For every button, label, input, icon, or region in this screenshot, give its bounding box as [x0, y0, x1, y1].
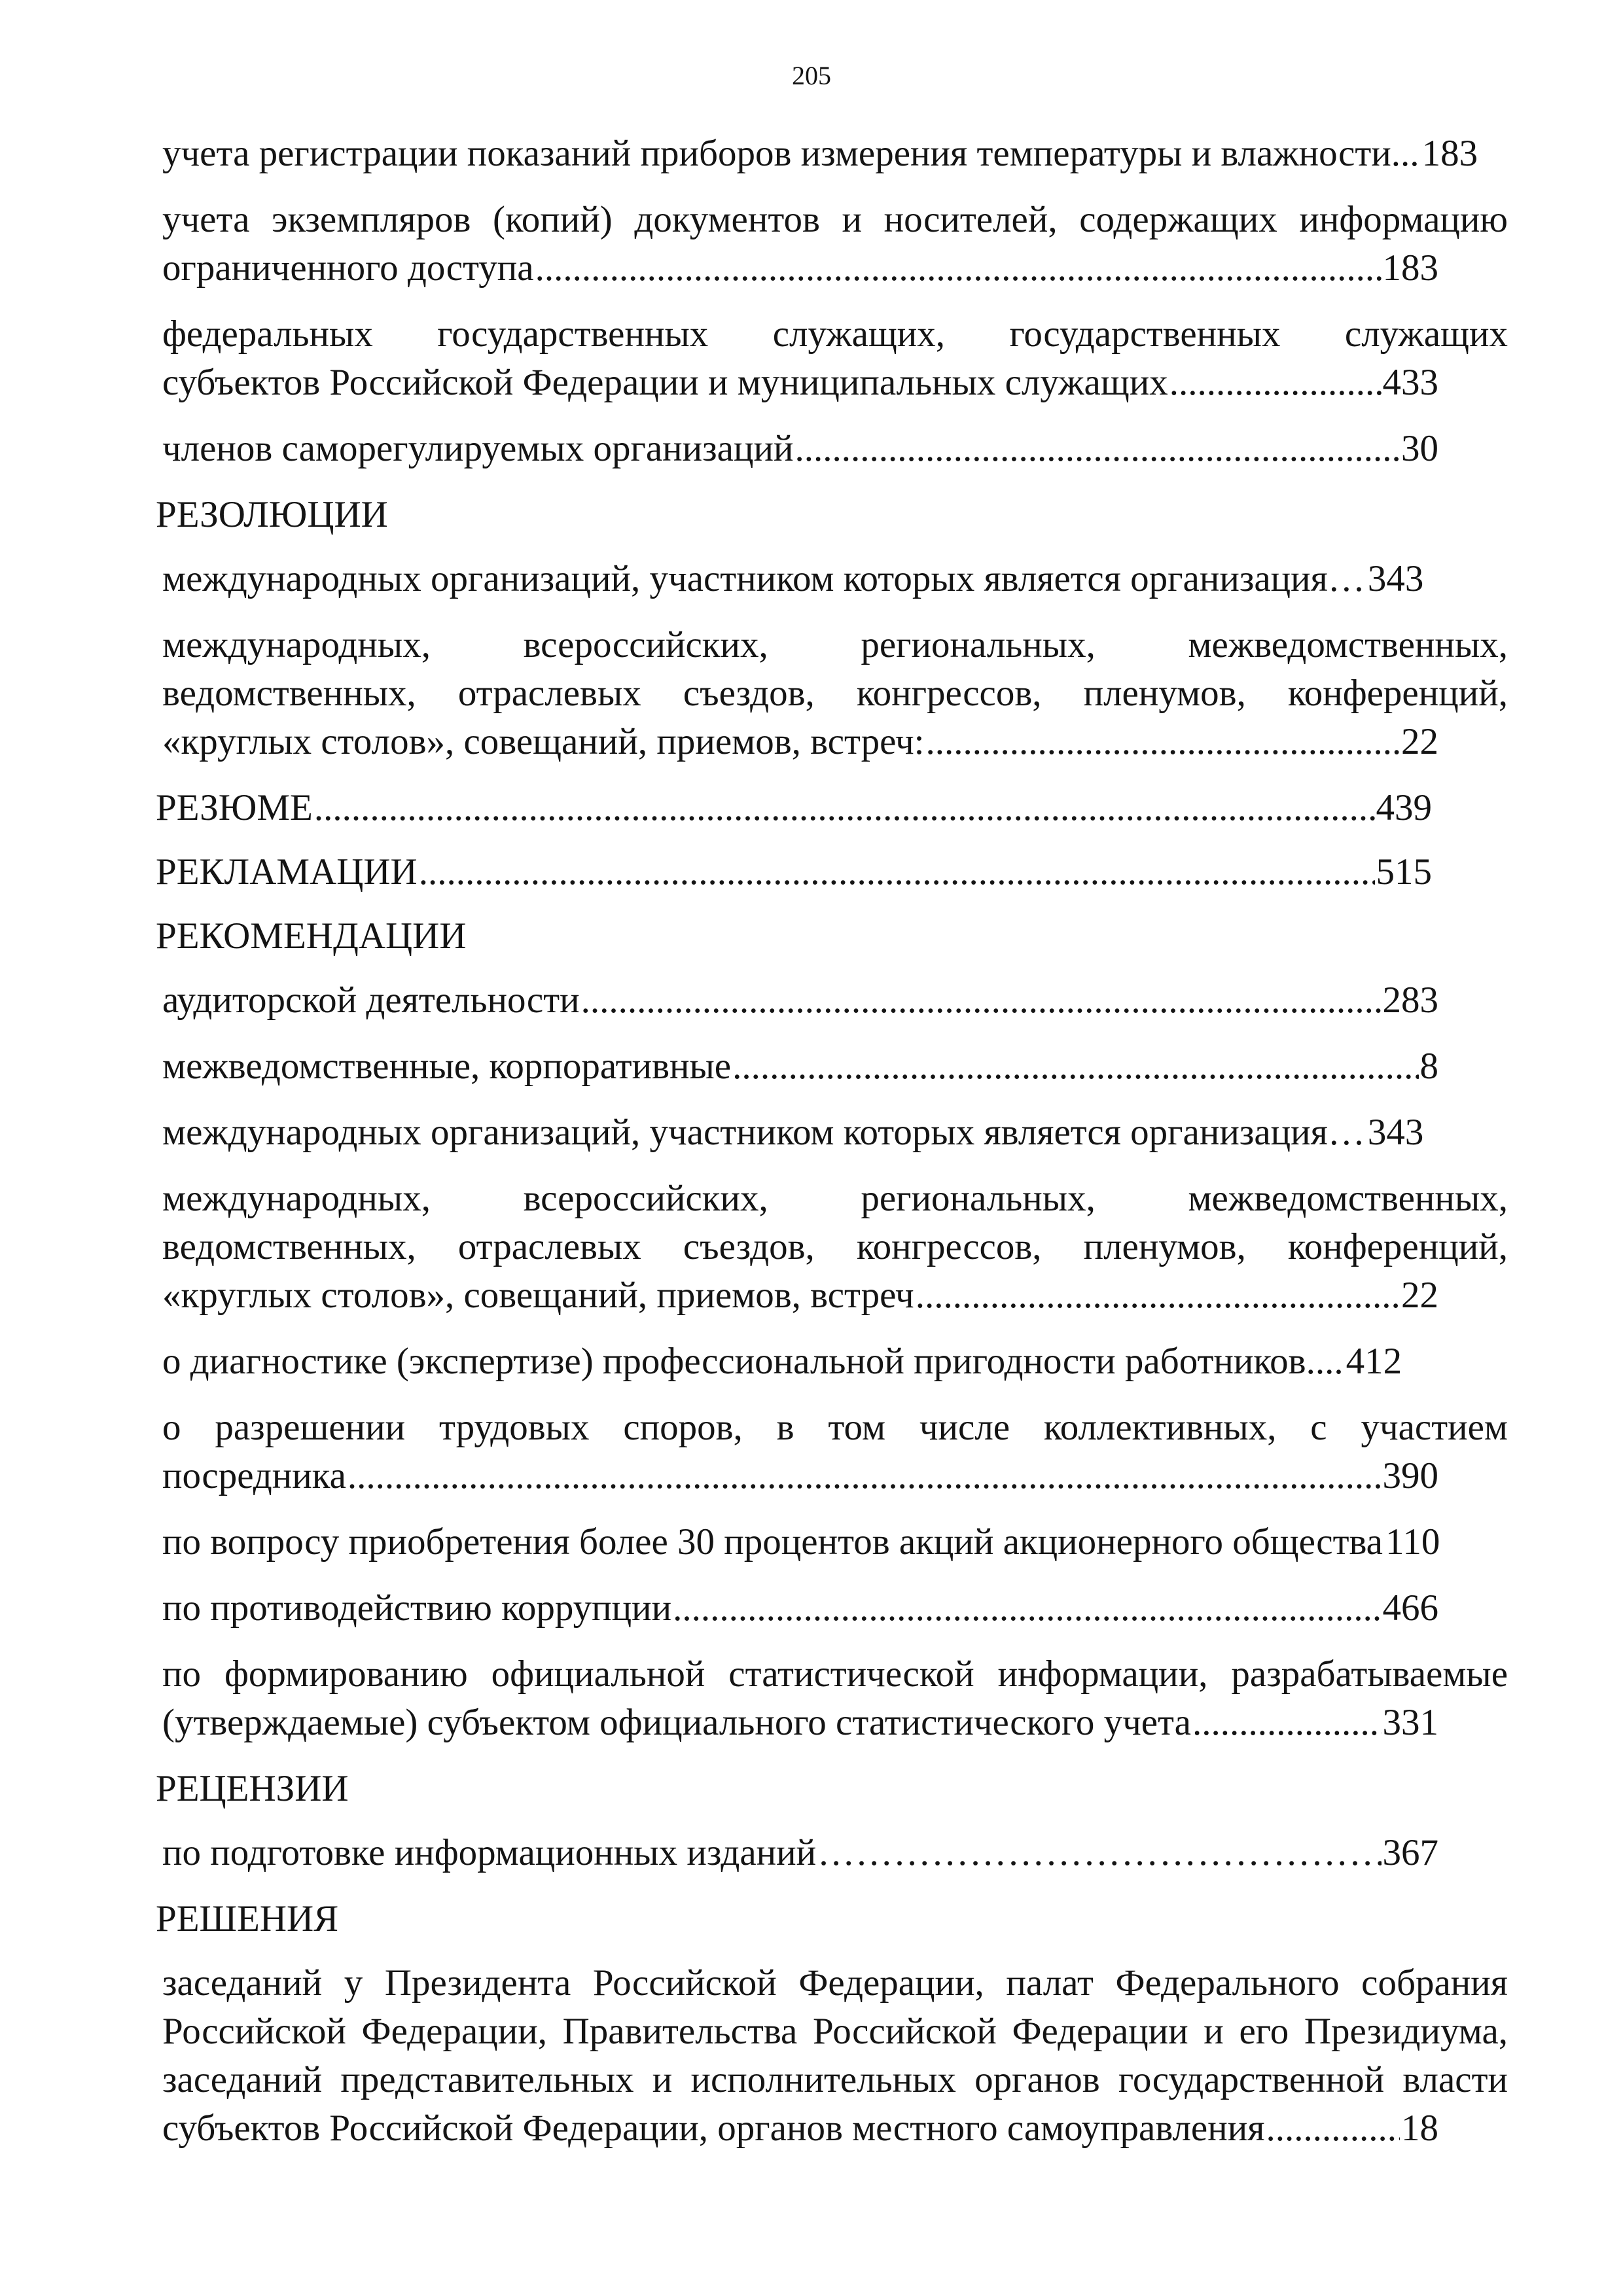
entry-last-line — [156, 848, 1432, 896]
page-reference: 433 — [1382, 362, 1438, 403]
page-reference: 343 — [1367, 1112, 1424, 1153]
entry-text: посредника — [162, 1455, 346, 1496]
dot-leader — [1169, 359, 1382, 407]
entry-text: международных организаций, участником которых является организация… — [162, 1112, 1365, 1153]
page-reference: 367 — [1382, 1832, 1438, 1873]
heading-text: РЕКОМЕНДАЦИИ — [156, 915, 467, 957]
entry-last-line — [162, 425, 1438, 473]
index-entry — [156, 1829, 1508, 1877]
page-reference: 30 — [1401, 428, 1438, 469]
heading-text: РЕКЛАМАЦИИ — [156, 851, 418, 892]
dot-leader — [1192, 1699, 1382, 1747]
page-number: 205 — [792, 61, 831, 90]
index-entry — [156, 310, 1508, 407]
entry-last-line — [156, 1765, 1508, 1813]
index-entry — [156, 621, 1508, 766]
entry-text: членов саморегулируемых организаций — [162, 428, 794, 469]
index-entry — [156, 1518, 1508, 1566]
entry-last-line — [162, 1584, 1438, 1633]
dot-leader — [732, 1042, 1418, 1091]
page-reference: 183 — [1421, 133, 1478, 174]
entry-last-line — [156, 1895, 1508, 1943]
index-heading — [156, 848, 1508, 896]
dot-leader — [926, 718, 1400, 766]
entry-text: по подготовке информационных изданий — [162, 1832, 817, 1873]
heading-text: РЕЗОЛЮЦИИ — [156, 494, 388, 535]
entry-last-line — [162, 244, 1438, 292]
entry-last-line — [162, 1108, 1438, 1157]
index-entry — [156, 1042, 1508, 1091]
page-reference: 8 — [1419, 1046, 1438, 1087]
dot-leader — [348, 1452, 1382, 1500]
index-entry — [156, 130, 1508, 178]
dot-leader — [1266, 2104, 1400, 2153]
entry-text: ограниченного доступа — [162, 247, 534, 289]
entry-last-line — [162, 718, 1438, 766]
entry-last-line — [162, 1452, 1438, 1500]
entry-text-line: учета экземпляров (копий) документов и носителей, содержащих информацию — [162, 199, 1508, 240]
entry-last-line — [162, 1518, 1438, 1566]
entry-text-line: по формированию официальной статистической информации, разрабатываемые — [162, 1653, 1508, 1695]
entry-text: о диагностике (экспертизе) профессиональной пригодности работников.... — [162, 1341, 1344, 1382]
entry-text: «круглых столов», совещаний, приемов, встреч — [162, 1275, 914, 1316]
entry-last-line — [162, 976, 1438, 1025]
entry-text: субъектов Российской Федерации и муниципальных служащих — [162, 362, 1168, 403]
entry-last-line — [162, 1271, 1438, 1320]
entry-text: по противодействию коррупции — [162, 1587, 672, 1629]
entry-text-line: международных, всероссийских, региональных, межведомственных, — [162, 1178, 1508, 1219]
index-entry — [156, 196, 1508, 292]
dot-leader — [817, 1829, 1381, 1877]
entry-last-line — [162, 1699, 1438, 1747]
entry-last-line — [162, 1042, 1438, 1091]
page-reference: 439 — [1376, 787, 1432, 828]
index-entry — [156, 1959, 1508, 2153]
index-heading — [156, 912, 1508, 961]
index-heading — [156, 1895, 1508, 1943]
entry-last-line — [162, 359, 1438, 407]
index-entry — [156, 1404, 1508, 1500]
subject-index — [156, 130, 1508, 2170]
entry-text: «круглых столов», совещаний, приемов, встреч: — [162, 721, 925, 762]
entry-text-line: Российской Федерации, Правительства Российской Федерации и его Президиума, — [162, 2011, 1508, 2052]
index-entry — [156, 425, 1508, 473]
dot-leader — [795, 425, 1400, 473]
index-entry — [156, 1108, 1508, 1157]
page-reference: 110 — [1385, 1521, 1440, 1563]
index-entry — [156, 1650, 1508, 1747]
entry-last-line — [156, 912, 1508, 961]
index-entry — [156, 1337, 1508, 1386]
index-entry — [156, 976, 1508, 1025]
dot-leader — [916, 1271, 1400, 1320]
page-reference: 515 — [1376, 851, 1432, 892]
dot-leader — [535, 244, 1382, 292]
entry-text-line: ведомственных, отраслевых съездов, конгрессов, пленумов, конференций, — [162, 1226, 1508, 1267]
entry-text: аудиторской деятельности — [162, 980, 580, 1021]
entry-last-line — [162, 2104, 1438, 2153]
page-reference: 343 — [1367, 558, 1424, 599]
entry-text: учета регистрации показаний приборов измерения температуры и влажности... — [162, 133, 1419, 174]
heading-text: РЕЗЮМЕ — [156, 787, 313, 828]
page-reference: 18 — [1401, 2108, 1438, 2149]
page-reference: 22 — [1401, 721, 1438, 762]
entry-text-line: федеральных государственных служащих, государственных служащих — [162, 313, 1508, 355]
index-entry — [156, 1584, 1508, 1633]
dot-leader — [673, 1584, 1381, 1633]
entry-text-line: заседаний представительных и исполнительных органов государственной власти — [162, 2059, 1508, 2100]
index-entry — [156, 1174, 1508, 1320]
page-reference: 466 — [1382, 1587, 1438, 1629]
dot-leader — [314, 784, 1375, 832]
dot-leader — [581, 976, 1382, 1025]
entry-text-line: международных, всероссийских, региональных, межведомственных, — [162, 624, 1508, 665]
page-reference: 390 — [1382, 1455, 1438, 1496]
entry-text-line: ведомственных, отраслевых съездов, конгрессов, пленумов, конференций, — [162, 673, 1508, 714]
entry-text: по вопросу приобретения более 30 процентов акций акционерного общества — [162, 1521, 1383, 1563]
entry-text: (утверждаемые) субъектом официального статистического учета — [162, 1702, 1191, 1743]
entry-text-line: заседаний у Президента Российской Федерации, палат Федерального собрания — [162, 1962, 1508, 2004]
index-entry — [156, 555, 1508, 603]
page-reference: 331 — [1382, 1702, 1438, 1743]
entry-last-line — [156, 491, 1508, 539]
entry-text: межведомственные, корпоративные — [162, 1046, 732, 1087]
heading-text: РЕШЕНИЯ — [156, 1898, 339, 1939]
index-heading — [156, 491, 1508, 539]
entry-last-line — [162, 1829, 1438, 1877]
entry-last-line — [162, 130, 1478, 178]
page-reference: 283 — [1382, 980, 1438, 1021]
entry-text: субъектов Российской Федерации, органов местного самоуправления — [162, 2108, 1265, 2149]
heading-text: РЕЦЕНЗИИ — [156, 1768, 349, 1809]
dot-leader — [419, 848, 1375, 896]
entry-text: международных организаций, участником которых является организация… — [162, 558, 1365, 599]
entry-text-line: о разрешении трудовых споров, в том числе коллективных, с участием — [162, 1407, 1508, 1448]
entry-last-line — [162, 1337, 1438, 1386]
page-reference: 22 — [1401, 1275, 1438, 1316]
page-reference: 412 — [1346, 1341, 1402, 1382]
entry-last-line — [156, 784, 1432, 832]
page-reference: 183 — [1382, 247, 1438, 289]
index-heading — [156, 1765, 1508, 1813]
index-heading — [156, 784, 1508, 832]
entry-last-line — [162, 555, 1438, 603]
